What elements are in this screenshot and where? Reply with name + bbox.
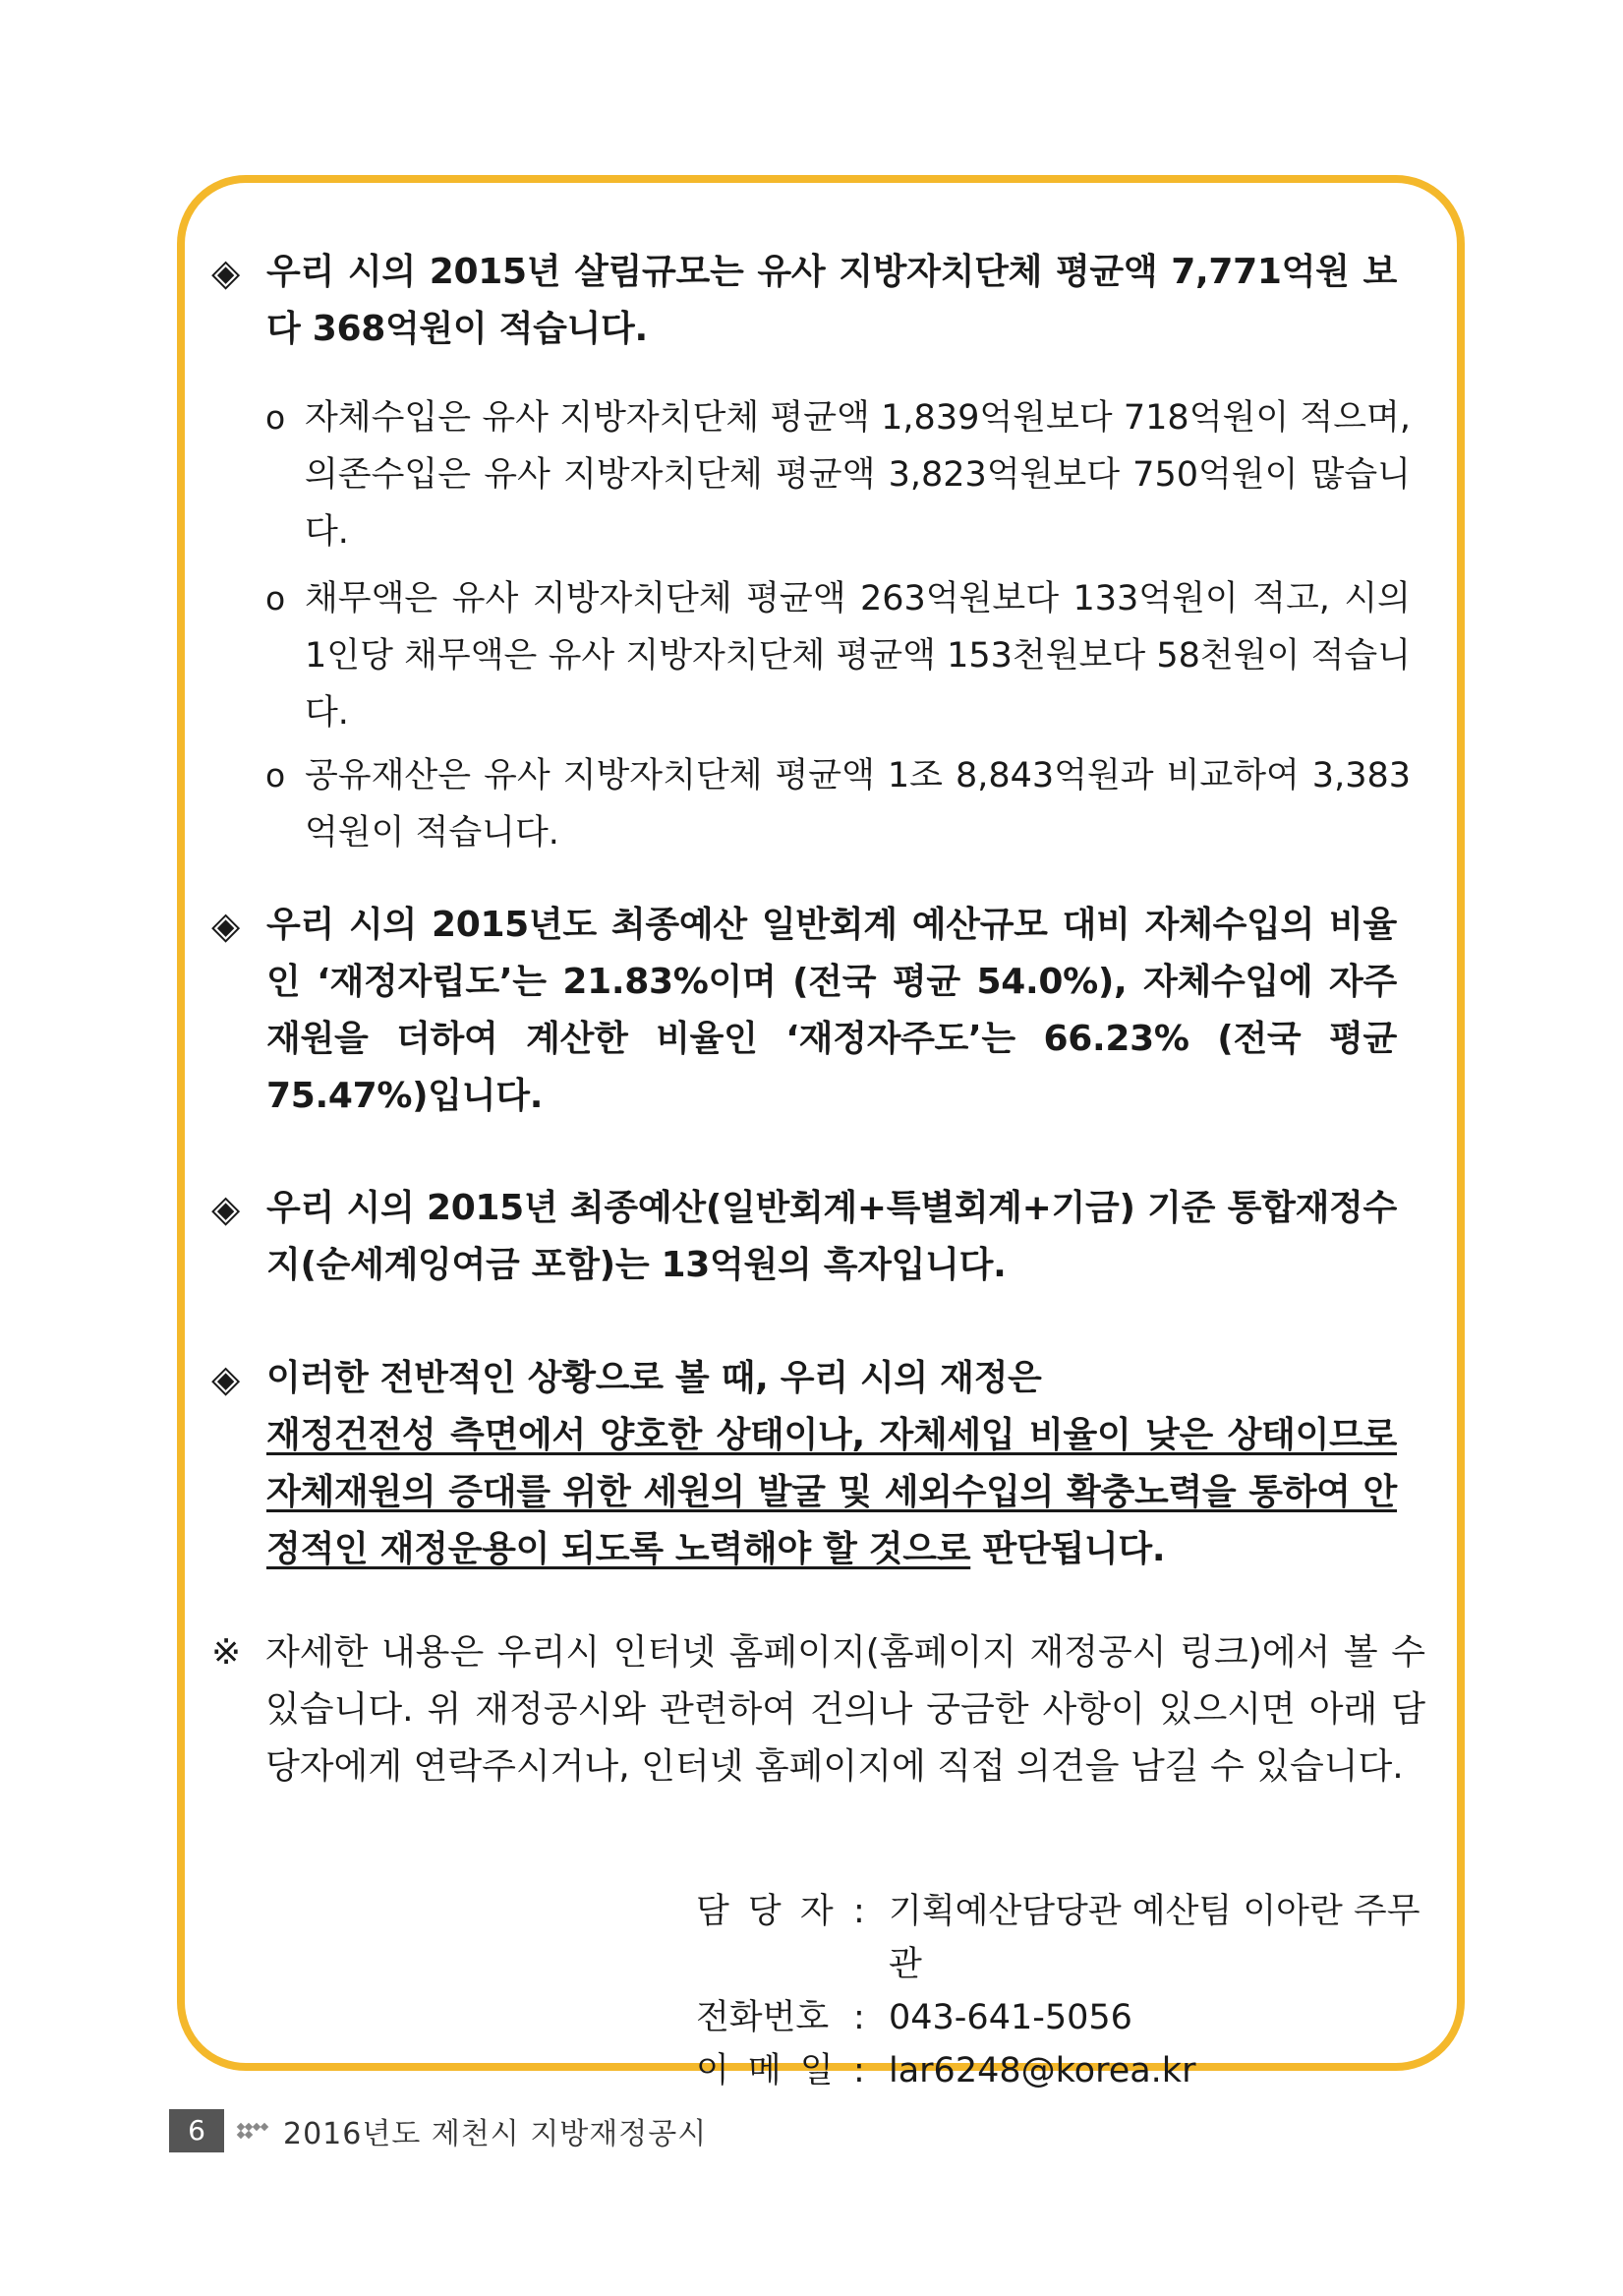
contact-email: lar6248@korea.kr	[889, 2051, 1196, 2090]
contact-value: 기획예산담당관 예산팀 이아란 주무관	[889, 1892, 1420, 1984]
sub-item-debt	[265, 570, 1416, 741]
contact-separator: :	[853, 2051, 865, 2090]
bullet-conclusion	[211, 1350, 1420, 1578]
conclusion-underlined: 재정건전성 측면에서 양호한 상태이나, 자체세입 비율이 낮은 상태이므로 자체재원의 증대를 위한 세원의 발굴 및 세외수입의 확충노력을 통하여 안정적인 재정운용이 되도록 노력해야 할 것으로	[266, 1415, 1397, 1569]
diamond-bullet-icon: ◈	[211, 904, 241, 947]
contact-row-person	[696, 1885, 1443, 1991]
sub-item-revenue	[265, 389, 1416, 560]
contact-row-phone	[696, 1991, 1443, 2044]
sub-item-text: 공유재산은 유사 지방자치단체 평균액 1조 8,843억원과 비교하여 3,383억원이 적습니다.	[305, 756, 1411, 853]
diamond-bullet-icon: ◈	[211, 251, 241, 294]
contact-row-email	[696, 2044, 1443, 2097]
sub-item-property	[265, 747, 1416, 861]
bullet-fiscal-balance	[211, 1180, 1420, 1294]
reference-mark-icon: ※	[211, 1632, 242, 1673]
contact-info	[696, 1885, 1443, 2097]
bullet-budget-size	[211, 244, 1420, 358]
bullet-text: 우리 시의 2015년도 최종예산 일반회계 예산규모 대비 자체수입의 비율인 ‘재정자립도’는 21.83%이며 (전국 평균 54.0%), 자체수입에 자주재원을 더하여 계산한 비율인 ‘재정자주도’는 66.23% (전국 평균 75.47%)입니다.	[266, 905, 1397, 1116]
contact-label: 담 당 자	[696, 1892, 838, 1931]
sub-item-text: 자체수입은 유사 지방자치단체 평균액 1,839억원보다 718억원이 적으며, 의존수입은 유사 지방자치단체 평균액 3,823억원보다 750억원이 많습니다.	[305, 398, 1411, 552]
footer-title: 2016년도 제천시 지방재정공시	[283, 2117, 708, 2151]
contact-note	[211, 1624, 1425, 1796]
diamond-bullet-icon: ◈	[211, 1357, 241, 1400]
circle-bullet-icon: o	[265, 756, 286, 795]
contact-separator: :	[853, 1892, 865, 1931]
bullet-text	[266, 1350, 1397, 1578]
bullet-fiscal-independence	[211, 897, 1420, 1125]
circle-bullet-icon: o	[265, 579, 286, 618]
conclusion-end: 판단됩니다.	[982, 1529, 1166, 1569]
circle-bullet-icon: o	[265, 398, 286, 437]
note-text: 자세한 내용은 우리시 인터넷 홈페이지(홈페이지 재정공시 링크)에서 볼 수 있습니다. 위 재정공시와 관련하여 건의나 궁금한 사항이 있으시면 아래 담당자에게 연락주시거나, 인터넷 홈페이지에 직접 의견을 남길 수 있습니다.	[265, 1632, 1425, 1787]
bullet-text: 우리 시의 2015년 최종예산(일반회계+특별회계+기금) 기준 통합재정수지(순세계잉여금 포함)는 13억원의 흑자입니다.	[266, 1188, 1397, 1285]
contact-label: 이 메 일	[696, 2051, 838, 2090]
contact-value: 043-641-5056	[889, 1998, 1132, 2037]
contact-separator: :	[853, 1998, 865, 2037]
footer-dots-icon	[238, 2124, 271, 2138]
diamond-bullet-icon: ◈	[211, 1187, 241, 1230]
conclusion-intro: 이러한 전반적인 상황으로 볼 때, 우리 시의 재정은	[266, 1358, 1042, 1398]
page-number: 6	[169, 2109, 224, 2152]
sub-item-text: 채무액은 유사 지방자치단체 평균액 263억원보다 133억원이 적고, 시의 1인당 채무액은 유사 지방자치단체 평균액 153천원보다 58천원이 적습니다.	[305, 579, 1411, 733]
contact-label: 전화번호	[696, 1998, 830, 2037]
bullet-text: 우리 시의 2015년 살림규모는 유사 지방자치단체 평균액 7,771억원 보다 368억원이 적습니다.	[266, 252, 1397, 349]
page-footer	[169, 2109, 707, 2152]
